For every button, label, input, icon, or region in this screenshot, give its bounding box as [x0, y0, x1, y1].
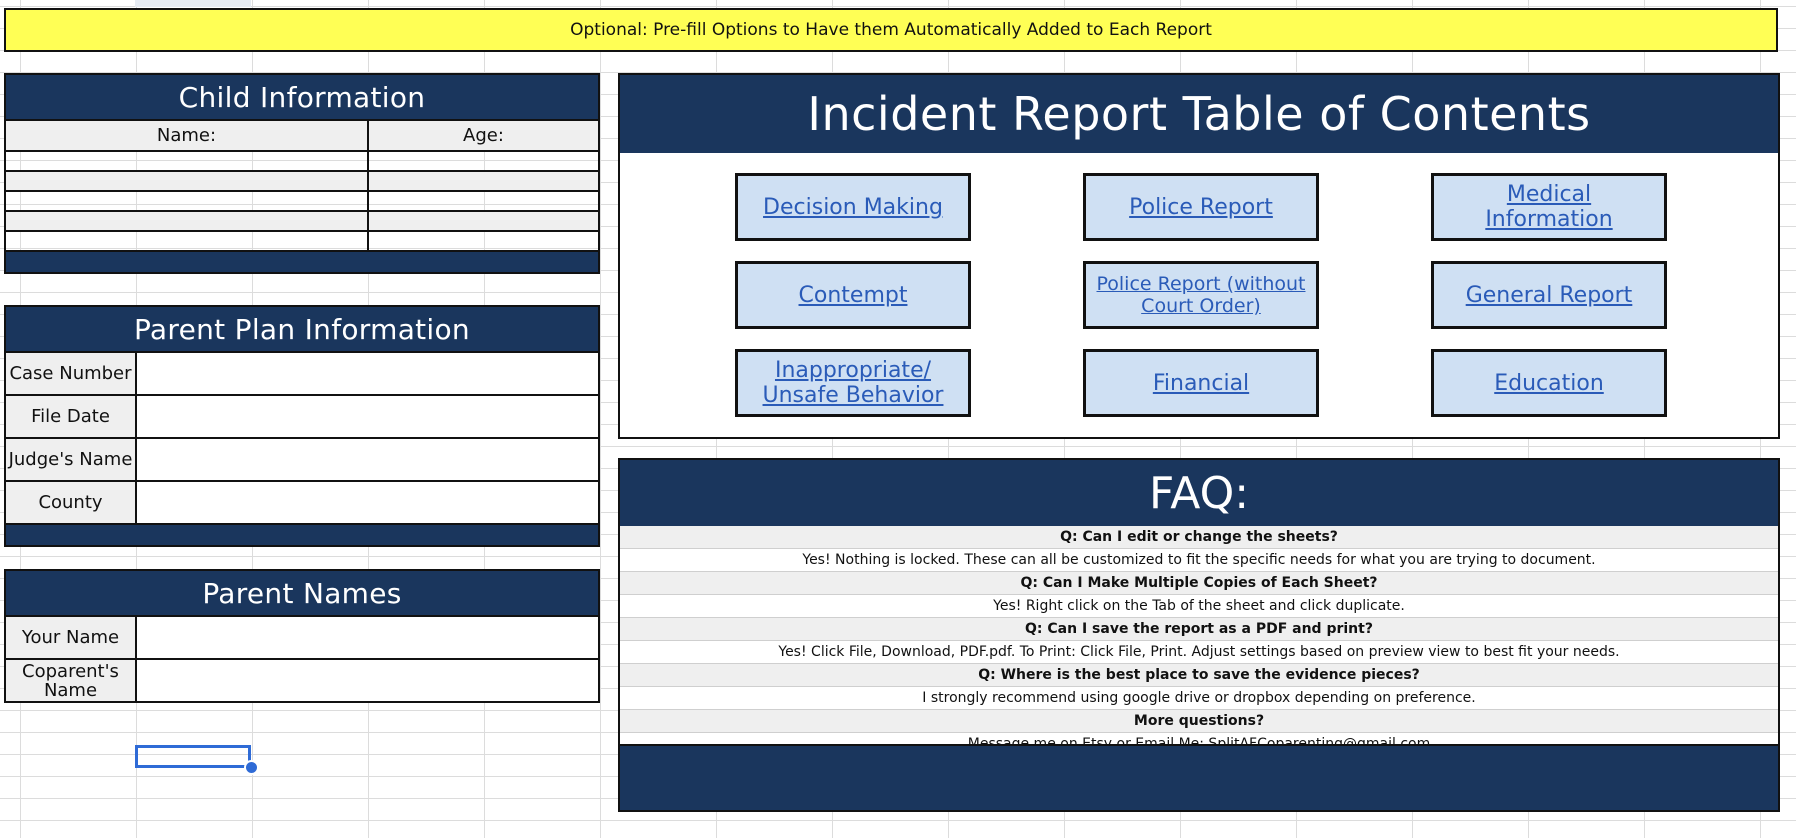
faq-question: Q: Can I Make Multiple Copies of Each Sheet? — [620, 572, 1778, 595]
parent-plan-panel — [4, 305, 600, 547]
child-information-panel — [4, 73, 600, 285]
parent-plan-title-text: Parent Plan Information — [134, 312, 470, 346]
parent-plan-row — [5, 395, 599, 438]
child-age-header[interactable]: Age: — [368, 120, 599, 151]
faq-question: More questions? — [620, 710, 1778, 733]
parent-names-title — [4, 569, 600, 615]
child-row — [5, 231, 599, 251]
police-report-without-court-order-link[interactable]: Police Report (without Court Order) — [1083, 261, 1319, 329]
table-of-contents-panel — [618, 73, 1780, 439]
faq-title — [620, 460, 1778, 526]
faq-footer-bar — [620, 744, 1778, 810]
your-name-label: Your Name — [5, 616, 136, 659]
parent-plan-row — [5, 481, 599, 524]
child-information-footer-bar — [4, 252, 600, 274]
child-information-title — [4, 73, 600, 119]
case-number-label: Case Number — [5, 352, 136, 395]
financial-link[interactable]: Financial — [1083, 349, 1319, 417]
parent-plan-table — [4, 351, 600, 525]
prefill-banner-text: Optional: Pre-fill Options to Have them Automatically Added to Each Report — [570, 20, 1212, 40]
case-number-field[interactable] — [136, 352, 599, 395]
faq-answer: Yes! Right click on the Tab of the sheet and click duplicate. — [620, 595, 1778, 618]
parent-names-row — [5, 616, 599, 659]
faq-question: Q: Can I save the report as a PDF and print? — [620, 618, 1778, 641]
your-name-field[interactable] — [136, 616, 599, 659]
selected-cell[interactable] — [135, 745, 251, 768]
coparents-name-field[interactable] — [136, 659, 599, 702]
faq-answer: I strongly recommend using google drive or dropbox depending on preference. — [620, 687, 1778, 710]
table-of-contents-title — [620, 75, 1778, 153]
decision-making-link[interactable]: Decision Making — [735, 173, 971, 241]
parent-names-row — [5, 659, 599, 702]
fill-handle[interactable] — [244, 760, 259, 775]
selected-column-header — [135, 0, 251, 7]
general-report-link[interactable]: General Report — [1431, 261, 1667, 329]
child-row — [5, 211, 599, 231]
child-name-cell[interactable] — [5, 211, 368, 231]
parent-names-table — [4, 615, 600, 703]
child-name-cell[interactable] — [5, 151, 368, 171]
faq-answer: Yes! Click File, Download, PDF.pdf. To Print: Click File, Print. Adjust settings based on preview view to best fit your needs. — [620, 641, 1778, 664]
county-field[interactable] — [136, 481, 599, 524]
table-of-contents-title-text: Incident Report Table of Contents — [807, 87, 1591, 141]
judges-name-field[interactable] — [136, 438, 599, 481]
coparents-name-label: Coparent's Name — [5, 659, 136, 702]
file-date-field[interactable] — [136, 395, 599, 438]
child-age-cell[interactable] — [368, 231, 599, 251]
inappropriate-unsafe-behavior-link[interactable]: Inappropriate/ Unsafe Behavior — [735, 349, 971, 417]
police-report-link[interactable]: Police Report — [1083, 173, 1319, 241]
toc-button-grid — [620, 153, 1778, 437]
faq-answer: Yes! Nothing is locked. These can all be customized to fit the specific needs for what you are trying to document. — [620, 549, 1778, 572]
child-table-header-row — [5, 120, 599, 151]
child-row — [5, 191, 599, 211]
child-row — [5, 151, 599, 171]
child-age-cell[interactable] — [368, 151, 599, 171]
parent-names-panel — [4, 569, 600, 703]
faq-list — [620, 526, 1778, 756]
child-row — [5, 171, 599, 191]
faq-title-text: FAQ: — [1148, 467, 1250, 519]
child-age-cell[interactable] — [368, 211, 599, 231]
medical-information-link[interactable]: Medical Information — [1431, 173, 1667, 241]
faq-panel — [618, 458, 1780, 812]
child-name-header[interactable]: Name: — [5, 120, 368, 151]
education-link[interactable]: Education — [1431, 349, 1667, 417]
faq-question: Q: Can I edit or change the sheets? — [620, 526, 1778, 549]
parent-plan-title — [4, 305, 600, 351]
child-name-cell[interactable] — [5, 191, 368, 211]
file-date-label: File Date — [5, 395, 136, 438]
child-name-cell[interactable] — [5, 231, 368, 251]
parent-plan-footer-bar — [4, 525, 600, 547]
child-age-cell[interactable] — [368, 191, 599, 211]
judges-name-label: Judge's Name — [5, 438, 136, 481]
contempt-link[interactable]: Contempt — [735, 261, 971, 329]
parent-plan-row — [5, 352, 599, 395]
child-information-title-text: Child Information — [178, 80, 426, 114]
faq-question: Q: Where is the best place to save the evidence pieces? — [620, 664, 1778, 687]
parent-plan-row — [5, 438, 599, 481]
county-label: County — [5, 481, 136, 524]
prefill-banner — [4, 8, 1778, 52]
child-age-cell[interactable] — [368, 171, 599, 191]
parent-names-title-text: Parent Names — [202, 576, 402, 610]
child-name-cell[interactable] — [5, 171, 368, 191]
child-information-table — [4, 119, 600, 252]
